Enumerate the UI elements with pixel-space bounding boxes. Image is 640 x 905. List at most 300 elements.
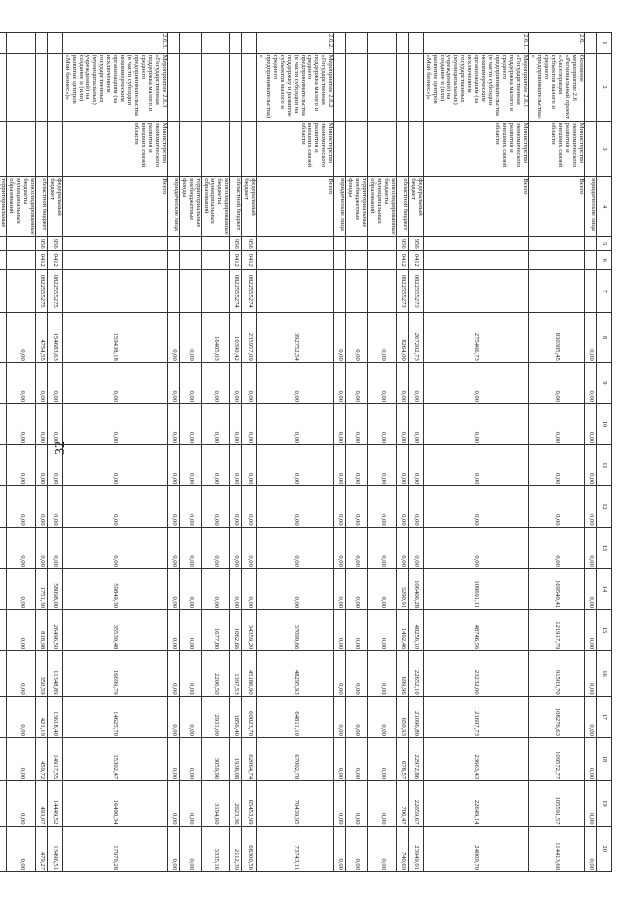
funding-source-cell: Всего [257,177,334,237]
target-article-cell [201,270,230,313]
amount-cell: 0,00 [179,826,201,872]
amount-cell: 59849,30 [62,568,167,609]
table-row [62,33,167,872]
item-number-cell [230,33,242,54]
amount-cell [0,781,7,826]
amount-cell: 0,00 [47,527,62,568]
amount-cell: 16699,79 [62,651,167,696]
amount-cell: 0,00 [35,486,47,527]
target-article-cell: 0822555275 [47,270,62,313]
amount-cell: 0,00 [346,404,368,445]
measure-name-cell [201,53,230,121]
measure-name-cell: Основное мероприятие 2.6 «Региональный проект «Акселерация субъектов малого и среднего предпринимательства»» [528,53,584,121]
section-code-cell [257,251,334,270]
amount-cell: 0,00 [346,445,368,486]
amount-cell: 0,00 [230,404,242,445]
table-row [585,33,597,872]
section-code-cell [179,251,201,270]
amount-cell [0,404,7,445]
amount-cell: 0,00 [368,527,397,568]
section-code-cell [201,251,230,270]
amount-cell: 0,00 [585,527,597,568]
amount-cell: 0,00 [334,313,346,362]
amount-cell: 0,00 [242,404,257,445]
table-row [257,33,334,872]
amount-cell: 0,00 [62,362,167,403]
amount-cell: 0,00 [368,568,397,609]
item-number-cell [396,33,408,54]
amount-cell: 10390,42 [230,313,242,362]
funding-source-cell: Всего [423,177,528,237]
amount-cell: 8264,00 [396,313,408,362]
amount-cell: 0,00 [179,362,201,403]
item-number-cell: 2.6.2. [257,33,334,54]
amount-cell: 459,72 [35,737,47,780]
amount-cell: 650,93 [396,696,408,737]
grbs-code-cell: 956 [396,237,408,251]
amount-cell: 0,00 [62,404,167,445]
amount-cell: 1751,30 [35,568,47,609]
amount-cell: 0,00 [585,362,597,403]
amount-cell: 0,00 [334,445,346,486]
grbs-code-cell [368,237,397,251]
amount-cell: 0,00 [179,445,201,486]
amount-cell: 60023,70 [242,696,257,737]
target-article-cell [167,270,179,313]
item-number-cell [167,33,179,54]
amount-cell: 0,00 [7,651,36,696]
section-code-cell: 0412 [35,251,47,270]
amount-cell: 3194,60 [201,781,230,826]
column-number-cell: 1 [597,33,612,54]
column-number-cell: 2 [597,53,612,121]
amount-cell: 0,00 [346,527,368,568]
item-number-cell [179,33,201,54]
amount-cell: 48746,56 [423,610,528,651]
table-row [0,33,7,872]
amount-cell: 1397,53 [230,651,242,696]
executor-cell [7,121,36,177]
executor-cell [334,121,346,177]
item-number-cell [408,33,423,54]
amount-cell: 0,00 [201,486,230,527]
target-article-cell: 0822555273 [408,270,423,313]
amount-cell: 0,00 [423,404,528,445]
funding-source-cell: территориальные внебюджетные фонды [179,177,201,237]
item-number-cell [585,33,597,54]
amount-cell: 0,00 [7,568,36,609]
amount-cell: 0,00 [585,737,597,780]
amount-cell: 0,00 [346,826,368,872]
amount-cell: 0,00 [167,610,179,651]
amount-cell: 740,69 [396,826,408,872]
amount-cell: 0,00 [257,404,334,445]
amount-cell: 0,00 [368,313,397,362]
amount-cell: 0,00 [179,781,201,826]
table-row [423,33,528,872]
amount-cell: 235957,09 [242,313,257,362]
executor-cell [35,121,47,177]
amount-cell: 830305,45 [528,313,584,362]
amount-cell: 0,00 [7,527,36,568]
amount-cell: 0,00 [257,486,334,527]
amount-cell: 392752,54 [257,313,334,362]
amount-cell [0,486,7,527]
grbs-code-cell [257,237,334,251]
amount-cell: 0,00 [585,568,597,609]
amount-cell: 0,00 [242,486,257,527]
amount-cell: 0,00 [7,404,36,445]
item-number-cell [0,33,7,54]
section-code-cell: 0412 [47,251,62,270]
executor-cell: Министерство экономического развития и внешних связей области [257,121,334,177]
amount-cell: 0,00 [230,486,242,527]
target-article-cell [62,270,167,313]
grbs-code-cell: 956 [230,237,242,251]
target-article-cell [368,270,397,313]
target-article-cell: 0822555275 [35,270,47,313]
amount-cell: 0,00 [585,610,597,651]
funding-source-cell: консолидированные бюджеты муниципальных образований [202,178,231,235]
amount-cell: 23663,43 [423,737,528,780]
section-code-cell [0,251,7,270]
amount-cell: 0,00 [408,404,423,445]
amount-cell: 0,00 [179,313,201,362]
grbs-code-cell [585,237,597,251]
amount-cell: 62064,74 [242,737,257,780]
amount-cell: 0,00 [167,568,179,609]
amount-cell: 706,47 [396,781,408,826]
amount-cell: 48295,93 [257,651,334,696]
amount-cell: 22649,14 [423,781,528,826]
column-number-cell: 13 [597,527,612,568]
table-row [47,33,62,872]
amount-cell: 0,00 [167,527,179,568]
amount-cell: 65453,99 [242,781,257,826]
funding-source-cell: Всего [528,177,584,237]
amount-cell: 0,00 [368,737,397,780]
section-code-cell: 0412 [408,251,423,270]
item-number-cell [334,33,346,54]
amount-cell: 0,00 [346,737,368,780]
table-row [528,33,584,872]
section-code-cell: 0412 [230,251,242,270]
column-number-cell: 4 [597,177,612,237]
section-code-cell [346,251,368,270]
amount-cell: 0,00 [230,527,242,568]
section-code-cell [423,251,528,270]
amount-cell: 0,00 [7,696,36,737]
measure-name-cell: Мероприятие 2.6.1 «Государственная поддержка малого и среднего предпринимательства (в части субсидии некоммерческим организациям (за исключением государственных (муниципальных) учреждений) на создание и (или) развитие центров «Мой бизнес»)» [423,53,528,121]
amount-cell: 0,00 [35,527,47,568]
amount-cell: 0,00 [585,313,597,362]
amount-cell: 0,00 [585,486,597,527]
amount-cell: 0,00 [346,362,368,403]
executor-cell: Министерство экономического развития и внешних связей области [528,121,584,177]
measure-name-cell [230,53,242,121]
amount-cell: 169540,41 [528,568,584,609]
amount-cell: 0,00 [368,651,397,696]
executor-cell [47,121,62,177]
amount-cell: 0,00 [585,404,597,445]
amount-cell: 0,00 [346,313,368,362]
amount-cell: 0,00 [47,404,62,445]
amount-cell: 0,00 [7,826,36,872]
amount-cell: 114413,60 [528,826,584,872]
table-row [368,33,397,872]
amount-cell: 0,00 [528,527,584,568]
amount-cell: 0,00 [334,527,346,568]
executor-cell [167,121,179,177]
amount-cell: 14625,70 [62,696,167,737]
measure-name-cell [47,53,62,121]
amount-cell: 0,00 [179,527,201,568]
amount-cell: 0,00 [396,527,408,568]
executor-cell [201,121,230,177]
amount-cell: 0,00 [396,445,408,486]
target-article-cell [585,270,597,313]
amount-cell: 0,00 [7,486,36,527]
amount-cell: 0,00 [167,445,179,486]
amount-cell: 23232,06 [423,651,528,696]
amount-cell: 0,00 [334,781,346,826]
amount-cell: 24009,70 [423,826,528,872]
amount-cell: 68300,56 [242,826,257,872]
grbs-code-cell [7,237,36,251]
funding-source-cell: территориальные [0,177,7,237]
table-row [396,33,408,872]
amount-cell: 106406,28 [408,568,423,609]
amount-cell: 0,00 [408,527,423,568]
amount-cell [0,651,7,696]
target-article-cell [7,270,36,313]
executor-cell: Министерство экономического развития и внешних связей области [423,121,528,177]
executor-cell [0,121,7,177]
amount-cell: 2112,39 [230,826,242,872]
amount-cell: 1856,40 [230,696,242,737]
amount-cell: 479,27 [35,826,47,872]
column-number-cell: 6 [597,251,612,270]
amount-cell: 0,00 [368,826,397,872]
item-number-cell: 2.6.3. [62,33,167,54]
column-number-cell: 17 [597,696,612,737]
section-code-cell [334,251,346,270]
funding-source-cell: юридические лица [167,177,179,237]
amount-cell: 0,00 [179,486,201,527]
column-number-row [597,33,612,872]
amount-cell: 22652,10 [408,651,423,696]
grbs-code-cell: 956 [47,237,62,251]
amount-cell: 0,00 [167,313,179,362]
column-number-cell: 10 [597,404,612,445]
target-article-cell: 0822555274 [230,270,242,313]
executor-cell [368,121,397,177]
amount-cell: 0,00 [7,610,36,651]
funding-source-cell: территориальные внебюджетные фонды [346,177,368,237]
section-code-cell [62,251,167,270]
measure-name-cell: Мероприятие 2.6.2 «Государственная поддержка малого и среднего предпринимательства (в части субсидии на поддержку и развитие субъектов малого и среднего предпринимательства)» [257,53,334,121]
amount-cell: 0,00 [242,527,257,568]
grbs-code-cell [201,237,230,251]
amount-cell: 64811,10 [257,696,334,737]
table-row [35,33,47,872]
item-number-cell [47,33,62,54]
item-number-cell: 2.6.1. [423,33,528,54]
amount-cell: 0,00 [167,404,179,445]
measure-name-cell [0,53,7,121]
amount-cell: 0,00 [167,826,179,872]
table-row [167,33,179,872]
amount-cell: 0,00 [528,486,584,527]
amount-cell: 0,00 [62,445,167,486]
amount-cell: 0,00 [528,362,584,403]
amount-cell: 1677,80 [201,610,230,651]
amount-cell: 267202,73 [408,313,423,362]
target-article-cell [346,270,368,313]
amount-cell: 14917,55 [47,737,62,780]
amount-cell: 0,00 [346,781,368,826]
amount-cell: 0,00 [242,568,257,609]
amount-cell: 0,00 [7,313,36,362]
measure-name-cell [408,53,423,121]
measure-name-cell [242,53,257,121]
section-code-cell [167,251,179,270]
measure-name-cell [396,53,408,121]
amount-cell [0,610,7,651]
amount-cell: 35539,48 [62,610,167,651]
amount-cell: 109572,77 [528,737,584,780]
grbs-code-cell: 956 [408,237,423,251]
amount-cell: 0,00 [47,445,62,486]
grbs-code-cell [423,237,528,251]
executor-cell [585,121,597,177]
amount-cell: 0,00 [368,486,397,527]
amount-cell: 16405,03 [201,313,230,362]
item-number-cell [368,33,397,54]
amount-cell: 23949,01 [408,826,423,872]
grbs-code-cell: 956 [242,237,257,251]
amount-cell: 13496,51 [47,826,62,872]
amount-cell: 0,00 [408,445,423,486]
amount-cell: 0,00 [346,651,368,696]
amount-cell: 0,00 [179,696,201,737]
amount-cell: 0,00 [47,362,62,403]
measure-name-cell: Мероприятие 2.6.3 «Государственная поддержка малого и среднего предпринимательства (в части субсидии некоммерческим организациям (за исключением государственных (муниципальных) учреждений) на создание и (или) развитие центров «Мой бизнес»)» [62,53,167,121]
measure-name-cell [35,53,47,121]
amount-cell: 16490,34 [62,781,167,826]
amount-cell: 45186,90 [242,651,257,696]
amount-cell: 0,00 [346,568,368,609]
amount-cell: 0,00 [368,610,397,651]
amount-cell: 699,96 [396,651,408,696]
executor-cell [346,121,368,177]
amount-cell [0,568,7,609]
amount-cell: 0,00 [7,362,36,403]
target-article-cell: 0822555273 [396,270,408,313]
amount-cell: 13618,40 [47,696,62,737]
item-number-cell [242,33,257,54]
table-row [408,33,423,872]
grbs-code-cell [346,237,368,251]
amount-cell: 0,00 [528,445,584,486]
amount-cell: 0,00 [7,781,36,826]
column-number-cell: 20 [597,826,612,872]
amount-cell: 0,00 [368,696,397,737]
grbs-code-cell [167,237,179,251]
column-number-cell: 11 [597,445,612,486]
table-row [230,33,242,872]
amount-cell: 0,00 [334,610,346,651]
measure-name-cell [346,53,368,121]
funding-source-cell: Всего [62,177,167,237]
amount-cell: 0,00 [230,568,242,609]
column-number-cell: 15 [597,610,612,651]
amount-cell: 0,00 [242,362,257,403]
grbs-code-cell [179,237,201,251]
target-article-cell [0,270,7,313]
budget-table-sheet [0,32,612,872]
executor-cell [396,121,408,177]
column-number-cell: 19 [597,781,612,826]
amount-cell: 0,00 [423,486,528,527]
amount-cell: 0,00 [334,696,346,737]
measure-name-cell [7,53,36,121]
measure-name-cell [368,53,397,121]
amount-cell: 0,00 [257,527,334,568]
amount-cell: 0,00 [346,610,368,651]
amount-cell: 421,19 [35,696,47,737]
target-article-cell [423,270,528,313]
amount-cell: 275466,73 [423,313,528,362]
grbs-code-cell: 956 [35,237,47,251]
amount-cell: 14449,52 [47,781,62,826]
column-number-cell: 8 [597,313,612,362]
amount-cell [0,527,7,568]
amount-cell: 2023,36 [230,781,242,826]
grbs-code-cell [528,237,584,251]
amount-cell: 0,00 [334,826,346,872]
amount-cell: 108276,63 [528,696,584,737]
amount-cell: 0,00 [334,651,346,696]
funding-source-cell: юридические лица [334,177,346,237]
item-number-cell [201,33,230,54]
column-number-cell: 16 [597,651,612,696]
amount-cell: 0,00 [423,527,528,568]
amount-cell: 21096,80 [408,696,423,737]
amount-cell: 0,00 [35,362,47,403]
amount-cell: 0,00 [257,362,334,403]
funding-source-cell: юридические лица [585,177,597,237]
amount-cell: 0,00 [396,362,408,403]
amount-cell: 0,00 [179,568,201,609]
target-article-cell [334,270,346,313]
amount-cell: 0,00 [585,781,597,826]
target-article-cell: 0822555274 [242,270,257,313]
amount-cell: 0,00 [230,445,242,486]
amount-cell: 3335,16 [201,826,230,872]
amount-cell: 22972,86 [408,737,423,780]
column-number-cell: 14 [597,568,612,609]
funding-source-cell: федеральный бюджет [47,177,62,237]
column-number-cell: 3 [597,121,612,177]
amount-cell: 0,00 [7,737,36,780]
amount-cell: 4754,55 [35,313,47,362]
executor-cell [230,121,242,177]
amount-cell: 0,00 [585,445,597,486]
item-number-cell [346,33,368,54]
amount-cell: 0,00 [257,568,334,609]
amount-cell: 109691,11 [423,568,528,609]
